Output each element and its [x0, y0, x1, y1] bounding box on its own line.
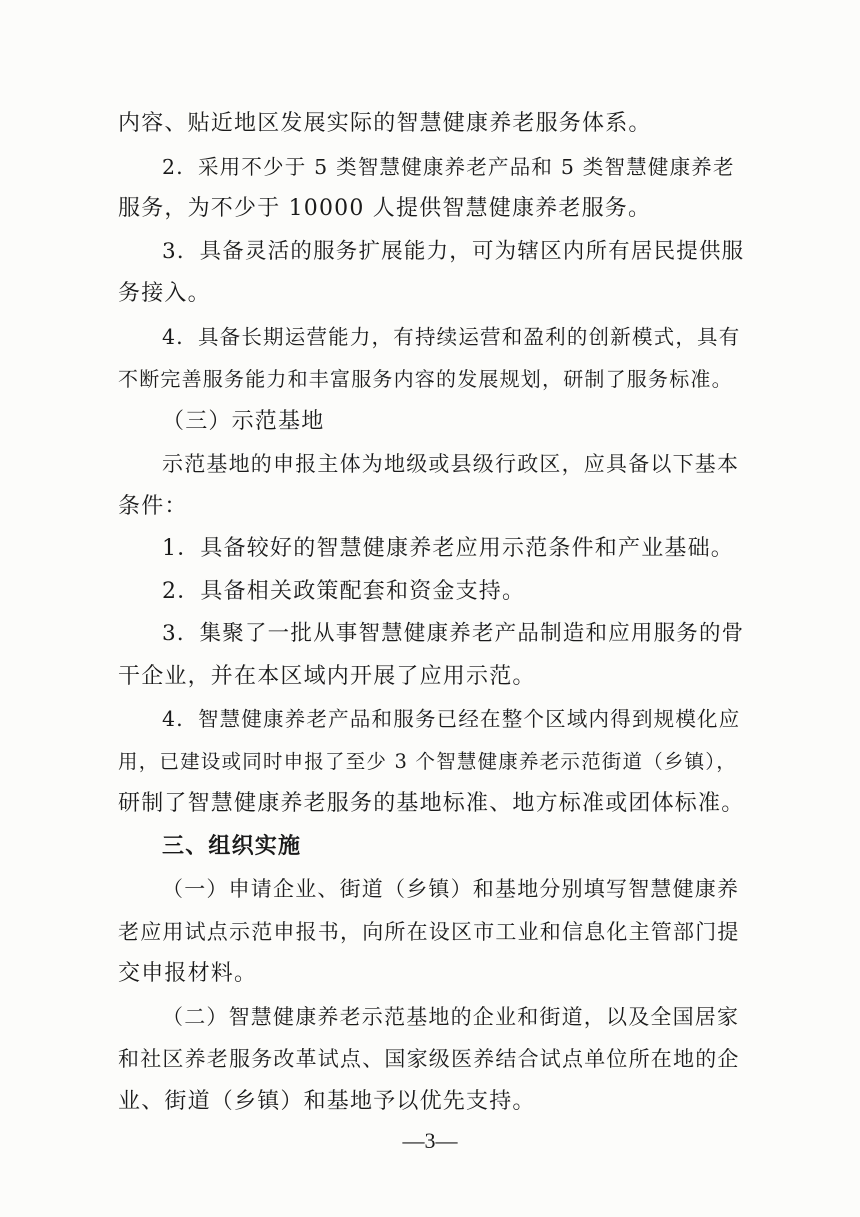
section-subheading: （三）示范基地 [162, 409, 325, 434]
text-line: 3．具备灵活的服务扩展能力，可为辖区内所有居民提供服 [162, 239, 745, 264]
section-heading: 三、组织实施 [162, 834, 302, 859]
text-line: 2．具备相关政策配套和资金支持。 [162, 579, 526, 604]
text-line: 交申报材料。 [118, 961, 258, 986]
text-line: 不断完善服务能力和丰富服务内容的发展规划，研制了服务标准。 [118, 367, 733, 391]
text-line: 2．采用不少于 5 类智慧健康养老产品和 5 类智慧健康养老 [162, 155, 735, 179]
page-number: —3— [402, 1128, 458, 1153]
text-line: 研制了智慧健康养老服务的基地标准、地方标准或团体标准。 [118, 791, 745, 816]
text-line: 用，已建设或同时申报了至少 3 个智慧健康养老示范街道（乡镇）， [118, 750, 737, 773]
text-line: （二）智慧健康养老示范基地的企业和街道，以及全国居家 [162, 1005, 740, 1029]
text-line: 干企业，并在本区域内开展了应用示范。 [118, 664, 536, 689]
text-line: 服务，为不少于 10000 人提供智慧健康养老服务。 [118, 196, 652, 221]
text-line: 条件： [118, 494, 188, 519]
text-line: 4．具备长期运营能力，有持续运营和盈利的创新模式，具有 [162, 325, 741, 349]
text-line: 内容、贴近地区发展实际的智慧健康养老服务体系。 [118, 111, 652, 136]
text-line: 老应用试点示范申报书，向所在设区市工业和信息化主管部门提 [118, 920, 740, 944]
text-line: 示范基地的申报主体为地级或县级行政区，应具备以下基本 [162, 452, 740, 476]
text-line: （一）申请企业、街道（乡镇）和基地分别填写智慧健康养 [162, 877, 740, 901]
text-line: 业、街道（乡镇）和基地予以优先支持。 [118, 1089, 536, 1114]
text-line: 4．智慧健康养老产品和服务已经在整个区域内得到规模化应 [162, 707, 741, 731]
text-line: 3．集聚了一批从事智慧健康养老产品制造和应用服务的骨 [162, 621, 745, 646]
text-line: 务接入。 [118, 281, 211, 306]
text-line: 1．具备较好的智慧健康养老应用示范条件和产业基础。 [162, 536, 734, 561]
text-line: 和社区养老服务改革试点、国家级医养结合试点单位所在地的企 [118, 1047, 740, 1071]
